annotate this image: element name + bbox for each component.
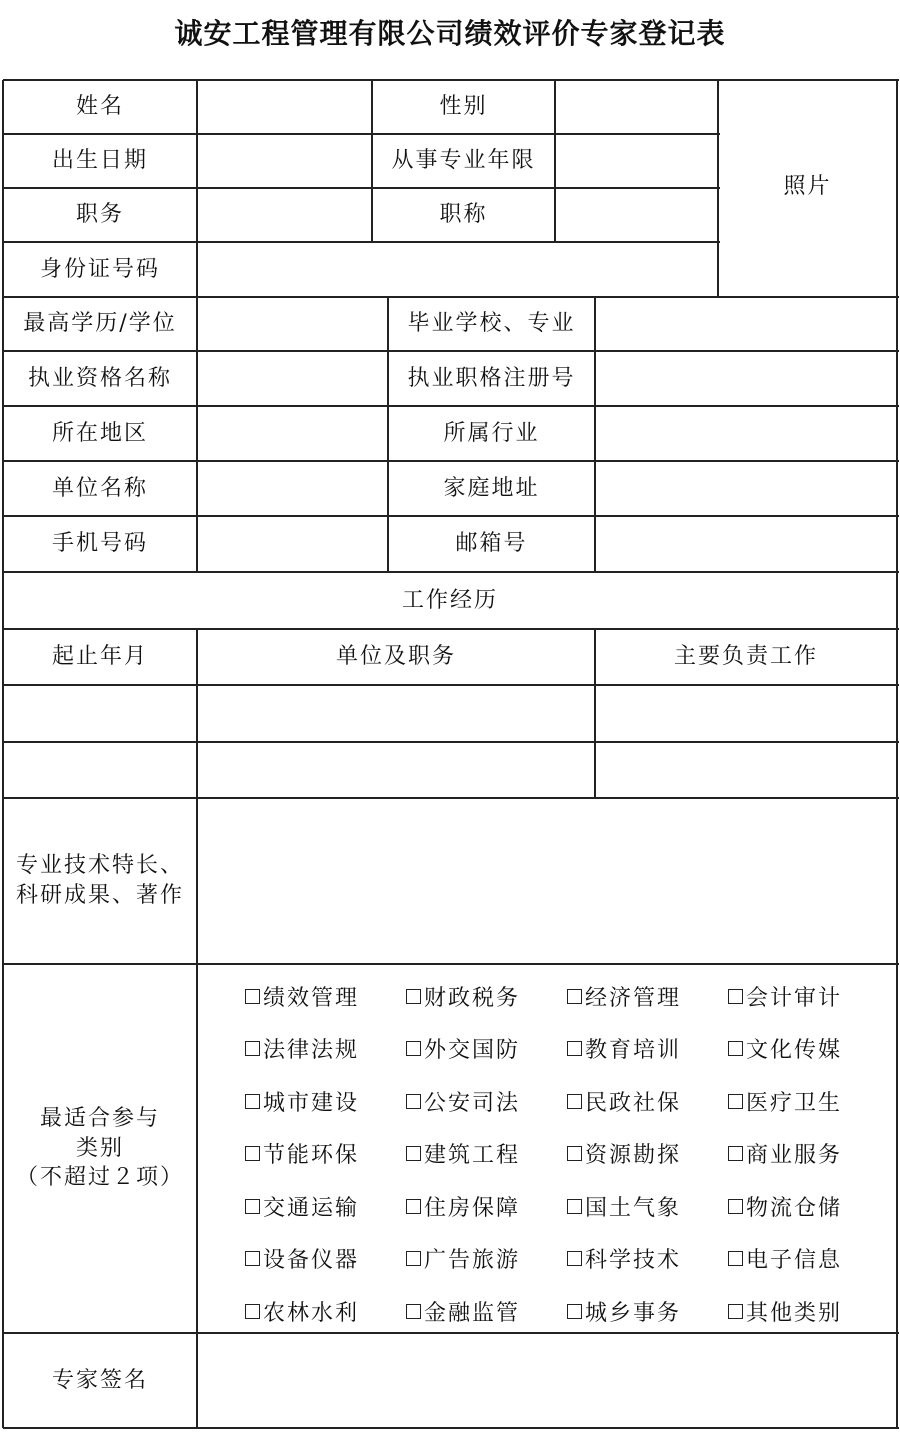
category-label: 建筑工程 xyxy=(424,1143,521,1168)
checkbox-square-icon[interactable] xyxy=(245,1041,260,1056)
checkbox-square-icon[interactable] xyxy=(728,1041,743,1056)
category-label: 绩效管理 xyxy=(263,985,360,1011)
category-label: 金融监管 xyxy=(424,1300,521,1326)
checkbox-square-icon[interactable] xyxy=(406,1251,421,1266)
gender-field[interactable] xyxy=(555,80,718,134)
work-organization-field[interactable] xyxy=(197,742,595,798)
category-checkbox[interactable] xyxy=(728,1086,842,1116)
label-email: 邮箱号 xyxy=(455,531,528,557)
category-label: 其他类别 xyxy=(746,1300,843,1326)
table-border xyxy=(554,80,556,242)
industry-field[interactable] xyxy=(595,406,897,461)
checkbox-square-icon[interactable] xyxy=(728,1146,743,1161)
label-name: 姓名 xyxy=(75,94,124,120)
work-organization-field[interactable] xyxy=(197,685,595,742)
checkbox-square-icon[interactable] xyxy=(245,989,260,1004)
category-checkbox[interactable] xyxy=(245,1296,359,1326)
table-border xyxy=(3,684,899,686)
table-border xyxy=(3,797,899,799)
checkbox-square-icon[interactable] xyxy=(406,989,421,1004)
category-checkbox[interactable] xyxy=(728,1139,842,1169)
label-categories xyxy=(3,964,197,1333)
category-checkbox[interactable] xyxy=(567,1191,681,1221)
category-checkbox[interactable] xyxy=(406,1139,520,1169)
category-label: 法律法规 xyxy=(263,1038,360,1063)
table-border xyxy=(3,350,899,352)
table-border xyxy=(371,80,373,242)
label-school-major: 毕业学校、专业 xyxy=(407,311,576,337)
table-border xyxy=(3,1427,899,1429)
table-border xyxy=(3,741,899,743)
label-categories-line-1: 最适合参与 xyxy=(39,1105,160,1131)
name-field[interactable] xyxy=(197,80,372,134)
category-checkbox[interactable] xyxy=(406,1086,520,1116)
label-birth-date: 出生日期 xyxy=(51,148,148,174)
category-label: 物流仓储 xyxy=(746,1195,843,1221)
position-field[interactable] xyxy=(197,188,372,242)
registration-number-field[interactable] xyxy=(595,351,897,406)
category-label: 公安司法 xyxy=(424,1090,521,1116)
email-field[interactable] xyxy=(595,516,897,572)
years-in-profession-field[interactable] xyxy=(555,134,718,188)
label-industry: 所属行业 xyxy=(443,420,540,446)
category-label: 商业服务 xyxy=(746,1143,843,1168)
category-label: 城乡事务 xyxy=(585,1300,682,1326)
category-checkbox[interactable] xyxy=(245,1244,359,1274)
category-label: 交通运输 xyxy=(263,1195,360,1221)
category-checkbox[interactable] xyxy=(406,1191,520,1221)
label-categories-text xyxy=(16,1104,184,1193)
work-period-field[interactable] xyxy=(3,685,197,742)
table-border xyxy=(196,629,198,1428)
category-label: 设备仪器 xyxy=(263,1248,360,1273)
work-experience-header: 工作经历 xyxy=(401,587,498,613)
category-checkbox[interactable] xyxy=(567,981,681,1011)
category-checkbox[interactable] xyxy=(728,1296,842,1326)
category-label: 城市建设 xyxy=(263,1090,360,1116)
phone-field[interactable] xyxy=(197,516,388,572)
table-border xyxy=(3,187,720,189)
checkbox-square-icon[interactable] xyxy=(245,1304,260,1319)
category-label: 经济管理 xyxy=(585,985,682,1011)
checkbox-square-icon[interactable] xyxy=(567,1199,582,1214)
category-checkbox[interactable] xyxy=(406,1296,520,1326)
checkbox-square-icon[interactable] xyxy=(406,1094,421,1109)
table-border xyxy=(3,515,899,517)
category-label: 文化传媒 xyxy=(746,1038,843,1063)
table-border xyxy=(3,460,899,462)
category-label: 广告旅游 xyxy=(424,1248,521,1273)
category-label: 国土气象 xyxy=(585,1195,682,1221)
category-label: 资源勘探 xyxy=(585,1143,682,1168)
label-signature: 专家签名 xyxy=(51,1367,148,1393)
label-id-number: 身份证号码 xyxy=(39,256,160,282)
category-checkbox[interactable] xyxy=(728,1244,842,1274)
table-border xyxy=(3,963,899,965)
checkbox-square-icon[interactable] xyxy=(567,1041,582,1056)
degree-field[interactable] xyxy=(197,297,388,351)
checkbox-square-icon[interactable] xyxy=(245,1146,260,1161)
label-organization: 单位名称 xyxy=(51,475,148,501)
category-checkbox[interactable] xyxy=(245,981,359,1011)
table-border xyxy=(3,296,899,298)
qualification-field[interactable] xyxy=(197,351,388,406)
table-border xyxy=(3,628,899,630)
checkbox-square-icon[interactable] xyxy=(728,989,743,1004)
category-checkbox[interactable] xyxy=(567,1296,681,1326)
category-checkbox[interactable] xyxy=(567,1244,681,1274)
category-checkbox[interactable] xyxy=(245,1086,359,1116)
checkbox-square-icon[interactable] xyxy=(406,1304,421,1319)
column-header-period: 起止年月 xyxy=(51,644,148,670)
work-period-field[interactable] xyxy=(3,742,197,798)
checkbox-square-icon[interactable] xyxy=(406,1041,421,1056)
category-checkbox[interactable] xyxy=(245,1139,359,1169)
label-home-address: 家庭地址 xyxy=(443,475,540,501)
table-border xyxy=(594,297,596,572)
checkbox-square-icon[interactable] xyxy=(728,1094,743,1109)
label-region: 所在地区 xyxy=(51,420,148,446)
checkbox-square-icon[interactable] xyxy=(245,1199,260,1214)
work-duties-field[interactable] xyxy=(595,742,897,798)
table-border xyxy=(3,133,720,135)
table-border xyxy=(3,405,899,407)
category-label: 电子信息 xyxy=(746,1248,843,1273)
table-border xyxy=(3,1332,899,1334)
expertise-field[interactable] xyxy=(197,798,897,964)
category-checkbox[interactable] xyxy=(567,1139,681,1169)
category-checkbox[interactable] xyxy=(406,1034,520,1064)
category-label: 会计审计 xyxy=(746,985,843,1011)
table-border xyxy=(3,79,899,81)
organization-field[interactable] xyxy=(197,461,388,516)
label-expertise-line-2: 科研成果、著作 xyxy=(15,883,184,908)
category-label: 财政税务 xyxy=(424,985,521,1011)
home-address-field[interactable] xyxy=(595,461,897,516)
label-registration-number: 执业职格注册号 xyxy=(407,365,576,391)
photo-area[interactable]: 照片 xyxy=(783,174,832,199)
label-degree: 最高学历/学位 xyxy=(23,311,177,337)
category-label: 住房保障 xyxy=(424,1195,521,1221)
label-professional-title: 职称 xyxy=(439,202,488,228)
category-label: 民政社保 xyxy=(585,1090,682,1116)
checkbox-square-icon[interactable] xyxy=(567,1094,582,1109)
checkbox-square-icon[interactable] xyxy=(245,1094,260,1109)
label-expertise-text xyxy=(16,851,184,910)
category-checkbox[interactable] xyxy=(406,1244,520,1274)
id-number-field[interactable] xyxy=(197,242,718,297)
label-expertise-line-1: 专业技术特长、 xyxy=(15,853,184,879)
table-border xyxy=(896,80,898,1428)
checkbox-square-icon[interactable] xyxy=(728,1251,743,1266)
category-checkbox[interactable] xyxy=(406,981,520,1011)
checkbox-square-icon[interactable] xyxy=(567,1251,582,1266)
checkbox-square-icon[interactable] xyxy=(728,1199,743,1214)
checkbox-square-icon[interactable] xyxy=(406,1199,421,1214)
label-gender: 性别 xyxy=(439,94,488,120)
checkbox-square-icon[interactable] xyxy=(567,1146,582,1161)
category-checkbox[interactable] xyxy=(728,1034,842,1064)
table-border xyxy=(196,80,198,572)
checkbox-square-icon[interactable] xyxy=(728,1304,743,1319)
checkbox-square-icon[interactable] xyxy=(245,1251,260,1266)
label-expertise xyxy=(3,798,197,964)
table-border xyxy=(2,80,4,1428)
table-border xyxy=(594,629,596,798)
label-categories-line-2: 类别 xyxy=(75,1135,124,1161)
birth-date-field[interactable] xyxy=(197,134,372,188)
checkbox-square-icon[interactable] xyxy=(406,1146,421,1161)
table-border xyxy=(717,80,719,297)
label-position: 职务 xyxy=(75,202,124,228)
table-border xyxy=(3,571,899,573)
professional-title-field[interactable] xyxy=(555,188,718,242)
school-major-field[interactable] xyxy=(595,297,897,351)
category-checkbox[interactable] xyxy=(728,981,842,1011)
work-duties-field[interactable] xyxy=(595,685,897,742)
signature-field[interactable] xyxy=(197,1333,897,1428)
category-checkbox[interactable] xyxy=(728,1191,842,1221)
category-checkbox[interactable] xyxy=(567,1086,681,1116)
category-label: 教育培训 xyxy=(585,1038,682,1063)
label-categories-line-3: （不超过２项） xyxy=(15,1165,184,1191)
category-label: 农林水利 xyxy=(263,1300,360,1326)
label-phone: 手机号码 xyxy=(51,531,148,557)
region-field[interactable] xyxy=(197,406,388,461)
checkbox-square-icon[interactable] xyxy=(567,1304,582,1319)
label-qualification: 执业资格名称 xyxy=(27,365,172,391)
form-title: 诚安工程管理有限公司绩效评价专家登记表 xyxy=(174,17,726,50)
column-header-organization: 单位及职务 xyxy=(335,644,456,670)
category-label: 节能环保 xyxy=(263,1143,360,1168)
category-checkbox[interactable] xyxy=(245,1191,359,1221)
table-border xyxy=(387,297,389,572)
category-checkbox[interactable] xyxy=(245,1034,359,1064)
label-years-in-profession: 从事专业年限 xyxy=(391,148,536,174)
table-border xyxy=(3,241,720,243)
checkbox-square-icon[interactable] xyxy=(567,989,582,1004)
category-label: 医疗卫生 xyxy=(746,1090,843,1116)
category-label: 科学技术 xyxy=(585,1248,682,1273)
category-checkbox[interactable] xyxy=(567,1034,681,1064)
category-label: 外交国防 xyxy=(424,1038,521,1063)
column-header-duties: 主要负责工作 xyxy=(673,644,818,670)
